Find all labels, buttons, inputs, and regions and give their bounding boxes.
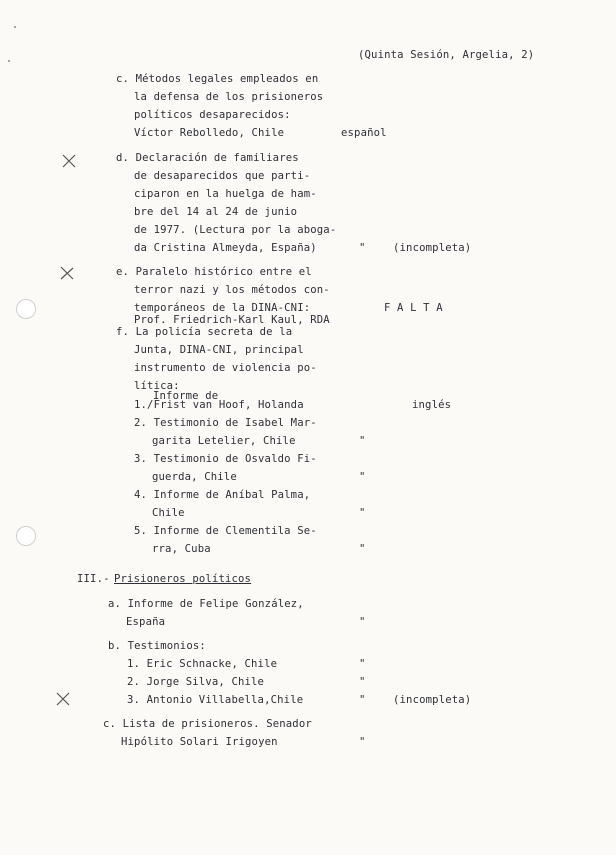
item-f-sub-2-ditto: " xyxy=(359,435,366,447)
item-f-sub-4-line-1: 4. Informe de Aníbal Palma, xyxy=(134,489,311,501)
item-e-line-1: e. Paralelo histórico entre el xyxy=(116,266,312,278)
item-a-line-1: a. Informe de Felipe González, xyxy=(108,598,304,610)
item-b-sub-3-ditto: " xyxy=(359,694,366,706)
item-d-note: (incompleta) xyxy=(393,242,472,254)
item-c-line-3: políticos desaparecidos: xyxy=(134,109,291,121)
item-f-line-2: Junta, DINA-CNI, principal xyxy=(134,344,304,356)
item-c-line-4: Víctor Rebolledo, Chile xyxy=(134,127,285,139)
punch-hole-icon xyxy=(16,299,36,319)
item-f-line-3: instrumento de violencia po- xyxy=(134,362,317,374)
section-iii-title: Prisioneros políticos xyxy=(114,573,252,585)
paper-speck xyxy=(8,60,10,62)
item-f-sub-5-line-2: rra, Cuba xyxy=(152,543,211,555)
item-d-line-2: de desaparecidos que parti- xyxy=(134,170,311,182)
item-f-sub-3-line-1: 3. Testimonio de Osvaldo Fi- xyxy=(134,453,317,465)
item-b-sub-3: 3. Antonio Villabella,Chile xyxy=(127,694,304,706)
item-f-sub-3-ditto: " xyxy=(359,471,366,483)
item-f-sub-2-line-2: garita Letelier, Chile xyxy=(152,435,296,447)
item-d-line-4: bre del 14 al 24 de junio xyxy=(134,206,298,218)
item-c-language: español xyxy=(341,127,387,139)
item-a-ditto: " xyxy=(359,616,366,628)
item-d-line-1: d. Declaración de familiares xyxy=(116,152,299,164)
item-f-line-4: lítica: xyxy=(134,380,180,392)
item-a-line-2: España xyxy=(126,616,166,628)
session-header: (Quinta Sesión, Argelia, 2) xyxy=(358,49,535,61)
section-iii-number: III.- xyxy=(77,573,110,585)
item-f-sub-4-line-2: Chile xyxy=(152,507,185,519)
punch-hole-icon xyxy=(16,526,36,546)
item-d-line-3: ciparon en la huelga de ham- xyxy=(134,188,317,200)
item-c-list-line-2: Hipólito Solari Irigoyen xyxy=(121,736,278,748)
item-f-sub-4-ditto: " xyxy=(359,507,366,519)
item-f-sub-5-line-1: 5. Informe de Clementila Se- xyxy=(134,525,317,537)
item-e-line-3: temporáneos de la DINA-CNI: xyxy=(134,302,311,314)
item-f-sub-1: 1./Frist van Hoof, Holanda xyxy=(134,399,304,411)
item-c-list-line-1: c. Lista de prisioneros. Senador xyxy=(103,718,312,730)
handwritten-x-mark-icon xyxy=(62,154,76,168)
handwritten-x-mark-icon xyxy=(56,692,70,706)
handwritten-x-mark-icon xyxy=(60,266,74,280)
item-d-line-6: da Cristina Almeyda, España) xyxy=(134,242,317,254)
item-e-status: F A L T A xyxy=(384,302,443,314)
paper-speck xyxy=(14,26,16,28)
item-f-sub-5-ditto: " xyxy=(359,543,366,555)
item-b-heading: b. Testimonios: xyxy=(108,640,206,652)
item-b-sub-3-note: (incompleta) xyxy=(393,694,472,706)
item-d-ditto: " xyxy=(359,242,366,254)
item-b-sub-1: 1. Eric Schnacke, Chile xyxy=(127,658,278,670)
item-c-line-2: la defensa de los prisioneros xyxy=(134,91,324,103)
item-e-line-4: Prof. Friedrich-Karl Kaul, RDA xyxy=(134,314,330,326)
item-f-sub-3-line-2: guerda, Chile xyxy=(152,471,237,483)
item-b-sub-2: 2. Jorge Silva, Chile xyxy=(127,676,265,688)
item-f-insert: Informe de xyxy=(153,390,219,402)
item-c-line-1: c. Métodos legales empleados en xyxy=(116,73,319,85)
item-f-sub-2-line-1: 2. Testimonio de Isabel Mar- xyxy=(134,417,317,429)
item-f-sub-1-language: inglés xyxy=(412,399,452,411)
item-f-line-1: f. La policía secreta de la xyxy=(116,326,293,338)
item-b-sub-1-ditto: " xyxy=(359,658,366,670)
item-e-line-2: terror nazi y los métodos con- xyxy=(134,284,330,296)
item-b-sub-2-ditto: " xyxy=(359,676,366,688)
item-c-list-ditto: " xyxy=(359,736,366,748)
item-d-line-5: de 1977. (Lectura por la aboga- xyxy=(134,224,337,236)
